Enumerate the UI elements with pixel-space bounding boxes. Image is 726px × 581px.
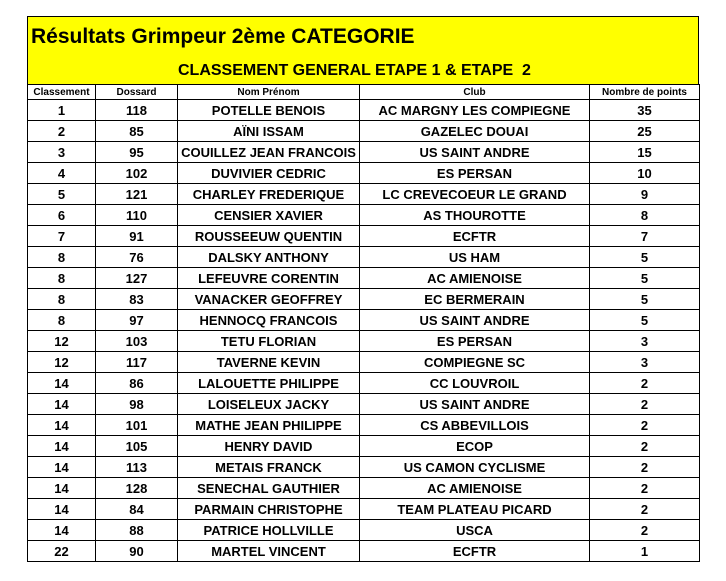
table-row	[28, 310, 700, 331]
club-cell: US SAINT ANDRE	[360, 394, 590, 415]
rank-cell: 12	[28, 352, 96, 373]
table-row	[28, 436, 700, 457]
points-cell: 2	[590, 394, 700, 415]
bib-number-cell: 95	[96, 142, 178, 163]
table-row	[28, 100, 700, 121]
rider-name-cell: VANACKER GEOFFREY	[178, 289, 360, 310]
column-header-nombre-de-points: Nombre de points	[590, 85, 700, 100]
rider-name-cell: CENSIER XAVIER	[178, 205, 360, 226]
club-cell: AC MARGNY LES COMPIEGNE	[360, 100, 590, 121]
bib-number-cell: 98	[96, 394, 178, 415]
rider-name-cell: HENRY DAVID	[178, 436, 360, 457]
points-cell: 25	[590, 121, 700, 142]
club-cell: ES PERSAN	[360, 331, 590, 352]
table-row	[28, 121, 700, 142]
points-cell: 35	[590, 100, 700, 121]
rank-cell: 4	[28, 163, 96, 184]
bib-number-cell: 128	[96, 478, 178, 499]
bib-number-cell: 102	[96, 163, 178, 184]
points-cell: 7	[590, 226, 700, 247]
club-cell: US SAINT ANDRE	[360, 142, 590, 163]
page-subtitle: CLASSEMENT GENERAL ETAPE 1 & ETAPE 2	[178, 62, 531, 79]
column-header-classement: Classement	[28, 85, 96, 100]
club-cell: COMPIEGNE SC	[360, 352, 590, 373]
club-cell: CC LOUVROIL	[360, 373, 590, 394]
rank-cell: 8	[28, 247, 96, 268]
rank-cell: 3	[28, 142, 96, 163]
bib-number-cell: 88	[96, 520, 178, 541]
rank-cell: 14	[28, 373, 96, 394]
table-row	[28, 142, 700, 163]
rank-cell: 7	[28, 226, 96, 247]
table-row	[28, 226, 700, 247]
rank-cell: 8	[28, 310, 96, 331]
club-cell: ES PERSAN	[360, 163, 590, 184]
bib-number-cell: 84	[96, 499, 178, 520]
rider-name-cell: METAIS FRANCK	[178, 457, 360, 478]
rider-name-cell: LEFEUVRE CORENTIN	[178, 268, 360, 289]
table-row	[28, 499, 700, 520]
rank-cell: 2	[28, 121, 96, 142]
table-row	[28, 478, 700, 499]
bib-number-cell: 91	[96, 226, 178, 247]
rank-cell: 12	[28, 331, 96, 352]
points-cell: 2	[590, 373, 700, 394]
points-cell: 2	[590, 457, 700, 478]
rider-name-cell: ROUSSEEUW QUENTIN	[178, 226, 360, 247]
bib-number-cell: 118	[96, 100, 178, 121]
points-cell: 2	[590, 520, 700, 541]
header-banner	[27, 16, 699, 84]
club-cell: AC AMIENOISE	[360, 268, 590, 289]
bib-number-cell: 117	[96, 352, 178, 373]
points-cell: 2	[590, 499, 700, 520]
column-header-nom-prenom: Nom Prénom	[178, 85, 360, 100]
club-cell: US CAMON CYCLISME	[360, 457, 590, 478]
table-row	[28, 184, 700, 205]
club-cell: AC AMIENOISE	[360, 478, 590, 499]
rider-name-cell: HENNOCQ FRANCOIS	[178, 310, 360, 331]
club-cell: LC CREVECOEUR LE GRAND	[360, 184, 590, 205]
points-cell: 3	[590, 352, 700, 373]
rider-name-cell: MATHE JEAN PHILIPPE	[178, 415, 360, 436]
club-cell: EC BERMERAIN	[360, 289, 590, 310]
bib-number-cell: 97	[96, 310, 178, 331]
club-cell: US SAINT ANDRE	[360, 310, 590, 331]
rider-name-cell: DUVIVIER CEDRIC	[178, 163, 360, 184]
rank-cell: 14	[28, 415, 96, 436]
rank-cell: 14	[28, 478, 96, 499]
bib-number-cell: 101	[96, 415, 178, 436]
club-cell: AS THOUROTTE	[360, 205, 590, 226]
table-row	[28, 541, 700, 562]
points-cell: 1	[590, 541, 700, 562]
column-header-dossard: Dossard	[96, 85, 178, 100]
points-cell: 2	[590, 415, 700, 436]
bib-number-cell: 83	[96, 289, 178, 310]
results-table-body	[28, 100, 700, 562]
table-header-row	[28, 85, 700, 100]
bib-number-cell: 103	[96, 331, 178, 352]
table-row	[28, 268, 700, 289]
table-row	[28, 289, 700, 310]
points-cell: 3	[590, 331, 700, 352]
points-cell: 5	[590, 310, 700, 331]
points-cell: 15	[590, 142, 700, 163]
rank-cell: 5	[28, 184, 96, 205]
table-row	[28, 331, 700, 352]
rank-cell: 14	[28, 457, 96, 478]
table-row	[28, 352, 700, 373]
rank-cell: 6	[28, 205, 96, 226]
points-cell: 5	[590, 247, 700, 268]
table-row	[28, 205, 700, 226]
rider-name-cell: AÏNI ISSAM	[178, 121, 360, 142]
rank-cell: 14	[28, 436, 96, 457]
points-cell: 5	[590, 289, 700, 310]
bib-number-cell: 85	[96, 121, 178, 142]
club-cell: USCA	[360, 520, 590, 541]
club-cell: CS ABBEVILLOIS	[360, 415, 590, 436]
rank-cell: 14	[28, 499, 96, 520]
rider-name-cell: TETU FLORIAN	[178, 331, 360, 352]
points-cell: 2	[590, 478, 700, 499]
club-cell: US HAM	[360, 247, 590, 268]
rider-name-cell: PATRICE HOLLVILLE	[178, 520, 360, 541]
results-sheet	[27, 16, 699, 562]
column-header-club: Club	[360, 85, 590, 100]
points-cell: 2	[590, 436, 700, 457]
table-row	[28, 415, 700, 436]
rank-cell: 8	[28, 289, 96, 310]
bib-number-cell: 110	[96, 205, 178, 226]
rider-name-cell: CHARLEY FREDERIQUE	[178, 184, 360, 205]
page-title: Résultats Grimpeur 2ème CATEGORIE	[31, 25, 415, 48]
rider-name-cell: TAVERNE KEVIN	[178, 352, 360, 373]
bib-number-cell: 127	[96, 268, 178, 289]
bib-number-cell: 86	[96, 373, 178, 394]
rider-name-cell: MARTEL VINCENT	[178, 541, 360, 562]
table-row	[28, 394, 700, 415]
table-row	[28, 520, 700, 541]
table-row	[28, 247, 700, 268]
club-cell: ECOP	[360, 436, 590, 457]
rank-cell: 22	[28, 541, 96, 562]
rider-name-cell: POTELLE BENOIS	[178, 100, 360, 121]
rider-name-cell: DALSKY ANTHONY	[178, 247, 360, 268]
club-cell: ECFTR	[360, 226, 590, 247]
club-cell: ECFTR	[360, 541, 590, 562]
club-cell: TEAM PLATEAU PICARD	[360, 499, 590, 520]
points-cell: 10	[590, 163, 700, 184]
bib-number-cell: 90	[96, 541, 178, 562]
results-table	[27, 84, 700, 562]
club-cell: GAZELEC DOUAI	[360, 121, 590, 142]
bib-number-cell: 105	[96, 436, 178, 457]
points-cell: 8	[590, 205, 700, 226]
bib-number-cell: 76	[96, 247, 178, 268]
table-row	[28, 373, 700, 394]
bib-number-cell: 121	[96, 184, 178, 205]
table-row	[28, 457, 700, 478]
rank-cell: 14	[28, 394, 96, 415]
table-row	[28, 163, 700, 184]
rider-name-cell: SENECHAL GAUTHIER	[178, 478, 360, 499]
rider-name-cell: LALOUETTE PHILIPPE	[178, 373, 360, 394]
rank-cell: 14	[28, 520, 96, 541]
rank-cell: 8	[28, 268, 96, 289]
bib-number-cell: 113	[96, 457, 178, 478]
points-cell: 5	[590, 268, 700, 289]
points-cell: 9	[590, 184, 700, 205]
rider-name-cell: PARMAIN CHRISTOPHE	[178, 499, 360, 520]
rank-cell: 1	[28, 100, 96, 121]
rider-name-cell: LOISELEUX JACKY	[178, 394, 360, 415]
rider-name-cell: COUILLEZ JEAN FRANCOIS	[178, 142, 360, 163]
